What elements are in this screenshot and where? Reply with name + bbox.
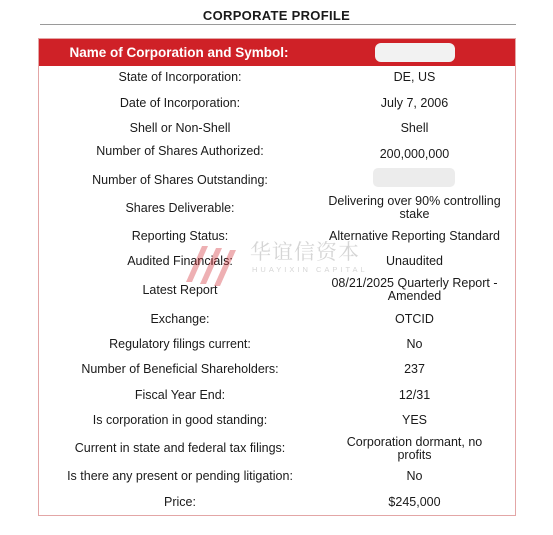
shares-outstanding-redacted (373, 168, 455, 187)
row-label: Shell or Non-Shell (129, 121, 231, 135)
row-label: Number of Shares Authorized: (96, 144, 264, 158)
row-label: Reporting Status: (131, 229, 229, 243)
corporation-name-redacted (375, 43, 455, 62)
row-value: Unaudited (386, 254, 443, 268)
row-value-line1: Delivering over 90% controlling (328, 194, 501, 208)
row-value-line2: stake (399, 207, 430, 221)
watermark-english-text: HUAYIXIN CAPITAL (252, 265, 368, 274)
row-label: Latest Report (142, 283, 218, 297)
corporation-name-label: Name of Corporation and Symbol: (69, 45, 289, 60)
page-title: CORPORATE PROFILE (202, 8, 351, 23)
row-value: DE, US (393, 70, 436, 84)
row-value: No (406, 337, 423, 351)
row-label: Price: (164, 495, 196, 509)
row-label: Number of Beneficial Shareholders: (81, 362, 279, 376)
row-label: Current in state and federal tax filings: (74, 441, 286, 455)
watermark-chinese-text: 华谊信资本 (250, 240, 360, 264)
row-value: 200,000,000 (379, 147, 450, 161)
row-label: Exchange: (150, 312, 210, 326)
row-value: Shell (400, 121, 429, 135)
row-value-line1: 08/21/2025 Quarterly Report - (331, 276, 498, 290)
row-value: OTCID (395, 312, 434, 326)
row-label: State of Incorporation: (118, 70, 242, 84)
row-value: July 7, 2006 (380, 96, 449, 110)
row-label: Fiscal Year End: (134, 388, 226, 402)
profile-card (38, 38, 516, 516)
row-value: Alternative Reporting Standard (329, 229, 500, 243)
row-label: Date of Incorporation: (119, 96, 241, 110)
row-value-line2: Amended (387, 289, 442, 303)
row-label: Audited Financials: (127, 254, 233, 268)
row-value-line2: profits (397, 448, 432, 462)
row-label: Is corporation in good standing: (92, 413, 268, 427)
title-divider (40, 24, 516, 25)
row-value: 12/31 (398, 388, 431, 402)
row-value: $245,000 (388, 495, 441, 509)
row-value: 237 (404, 362, 425, 376)
row-label: Regulatory filings current: (109, 337, 251, 351)
row-label: Is there any present or pending litigation: (67, 469, 293, 483)
row-label: Shares Deliverable: (125, 201, 235, 215)
row-label: Number of Shares Outstanding: (92, 173, 268, 187)
row-value: No (406, 469, 423, 483)
row-value: YES (401, 413, 427, 427)
row-value-line1: Corporation dormant, no (346, 435, 483, 449)
profile-header (39, 39, 515, 66)
